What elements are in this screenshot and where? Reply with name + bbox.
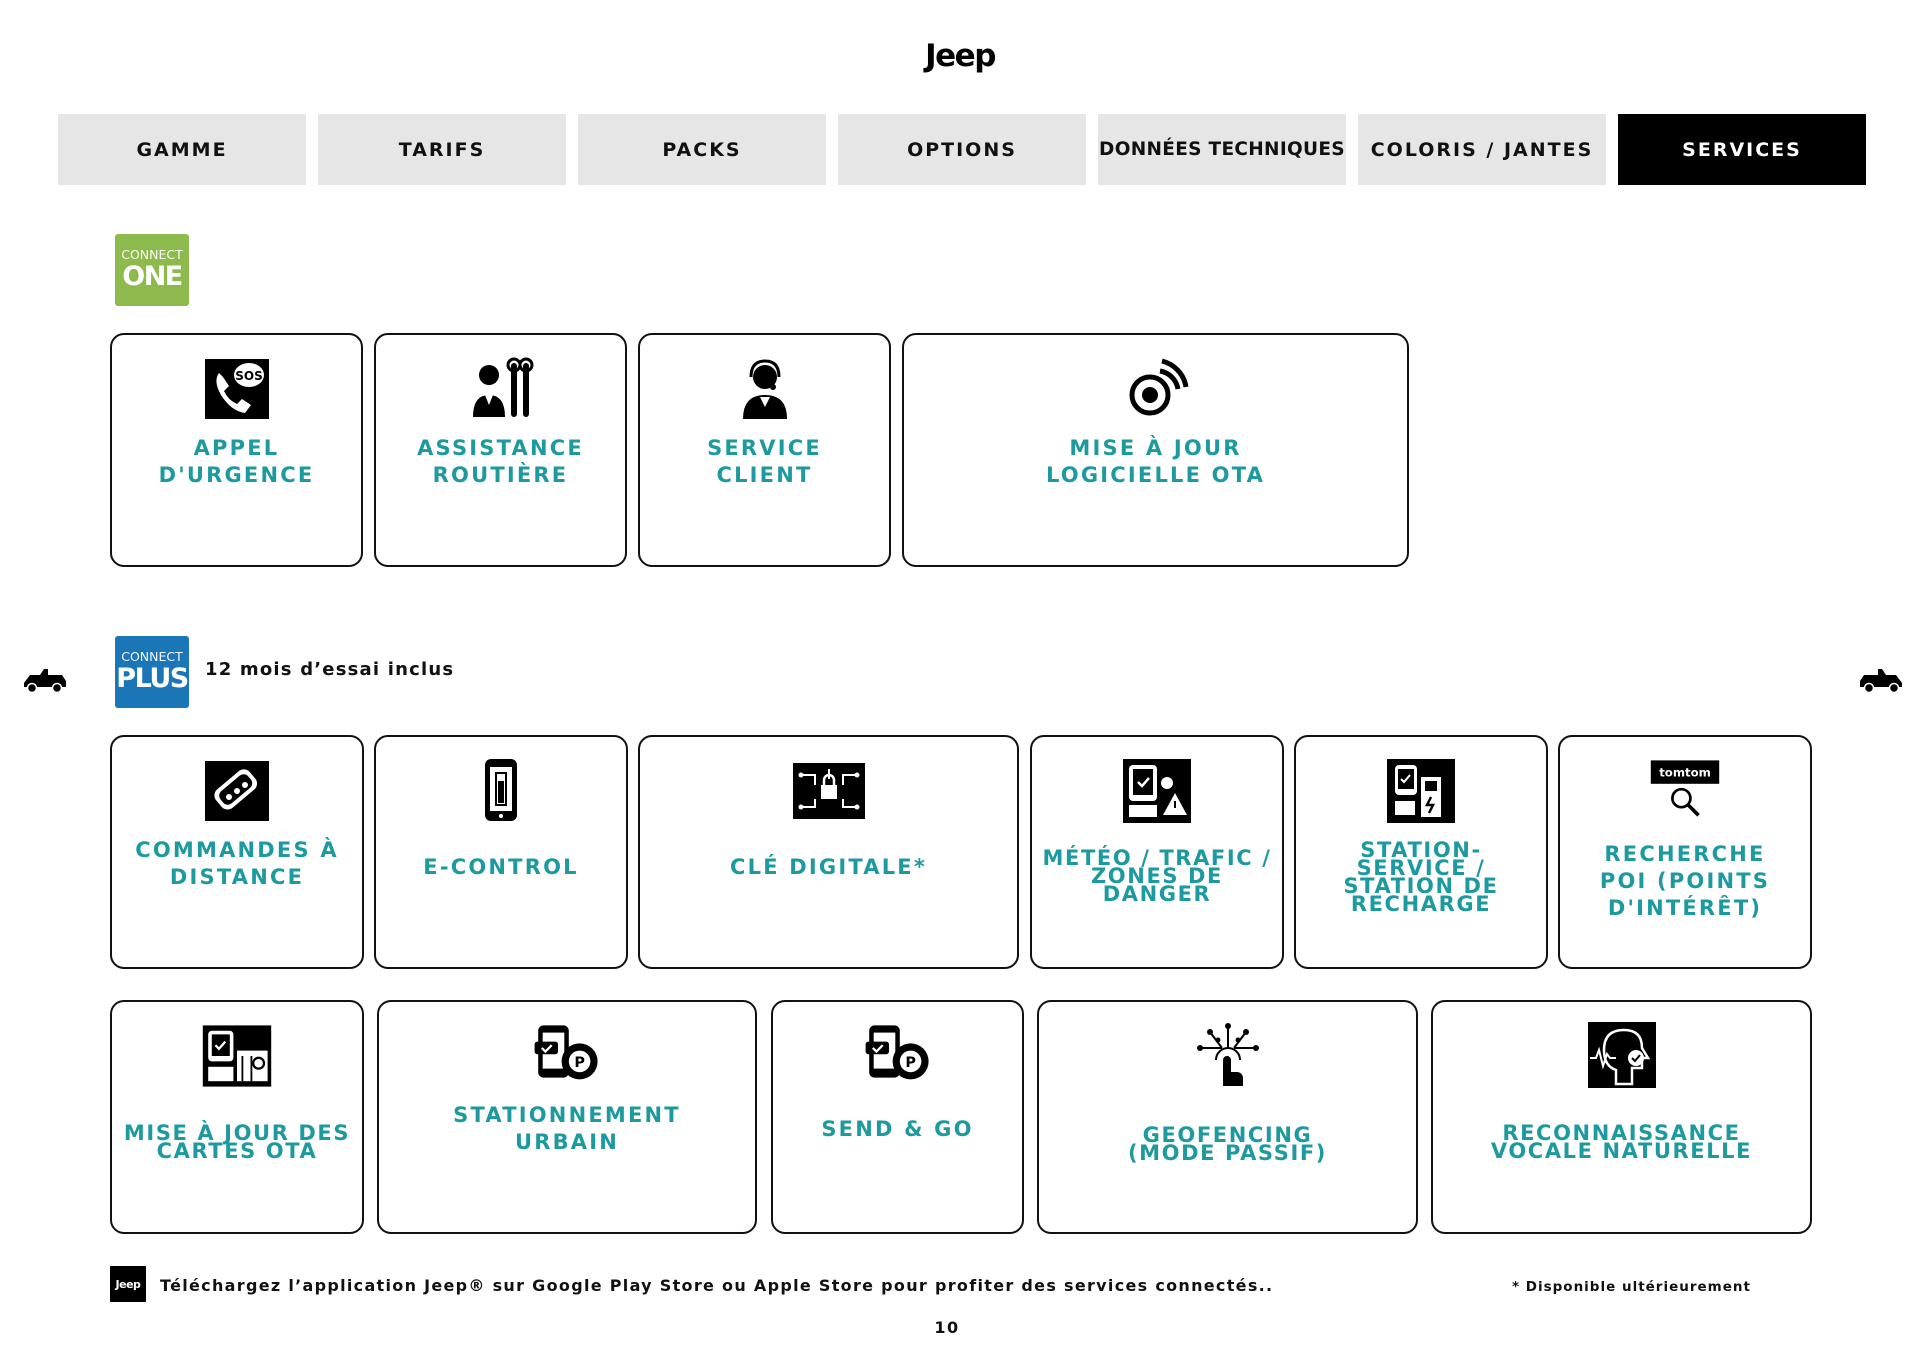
key-fob-icon (201, 755, 273, 827)
service-card-assistance-routiere[interactable] (374, 333, 627, 567)
service-card-reconnaissance-vocale[interactable] (1431, 1000, 1812, 1234)
tomtom-search-icon (1649, 755, 1721, 827)
connect-one-badge (115, 234, 189, 306)
service-label: GEOFENCING (MODE PASSIF) (1127, 1123, 1327, 1165)
fuel-station-icon (1385, 755, 1457, 827)
footnote: * Disponible ultérieurement (1512, 1279, 1751, 1295)
service-label: APPEL D'URGENCE (158, 436, 315, 487)
service-label: MÉTÉO / TRAFIC / ZONES DE DANGER (1042, 846, 1272, 906)
service-card-recherche-poi[interactable] (1558, 735, 1812, 969)
service-label: MISE À JOUR LOGICIELLE OTA (1045, 436, 1266, 487)
svg-text:P: P (904, 1054, 916, 1071)
geofence-touch-icon (1192, 1020, 1264, 1092)
service-label: ASSISTANCE ROUTIÈRE (417, 436, 584, 487)
service-label: RECHERCHE POI (POINTS D'INTÉRÊT) (1599, 842, 1771, 920)
app-download-text: Téléchargez l’application Jeep® sur Google Play Store ou Apple Store pour profiter des services connectés.. (160, 1276, 1274, 1295)
tab-options[interactable]: OPTIONS (838, 114, 1086, 185)
trial-text: 12 mois d’essai inclus (205, 659, 455, 680)
sos-phone-icon (201, 353, 273, 425)
jeep-silhouette-icon (22, 667, 68, 693)
wireless-signal-icon (1120, 353, 1192, 425)
phone-parking-send-icon (862, 1020, 934, 1092)
weather-traffic-icon (1121, 755, 1193, 827)
tab-coloris-jantes[interactable]: COLORIS / JANTES (1358, 114, 1606, 185)
service-label: CLÉ DIGITALE* (730, 854, 927, 879)
badge-small-text: CONNECT (121, 246, 183, 262)
service-label: STATIONNEMENT URBAIN (453, 1103, 681, 1154)
connect-plus-badge (115, 636, 189, 708)
service-card-send-go[interactable] (771, 1000, 1024, 1234)
page-number: 10 (934, 1318, 960, 1337)
voice-recognition-icon (1586, 1020, 1658, 1092)
jeep-silhouette-icon (1858, 667, 1904, 693)
service-label: SERVICE CLIENT (707, 436, 822, 487)
mechanic-tools-icon (465, 353, 537, 425)
service-card-cle-digitale[interactable] (638, 735, 1019, 969)
service-card-meteo-trafic[interactable] (1030, 735, 1284, 969)
badge-small-text: CONNECT (121, 648, 183, 664)
jeep-app-logo: Jeep (110, 1266, 146, 1302)
phone-parking-icon (531, 1020, 603, 1092)
badge-big-text: ONE (122, 260, 182, 292)
headset-agent-icon (729, 353, 801, 425)
badge-big-text: PLUS (116, 662, 188, 694)
service-card-station-service[interactable] (1294, 735, 1548, 969)
service-label: MISE À JOUR DES CARTES OTA (123, 1121, 351, 1163)
service-card-geofencing[interactable] (1037, 1000, 1418, 1234)
service-card-service-client[interactable] (638, 333, 891, 567)
service-card-commandes-distance[interactable] (110, 735, 364, 969)
tab-gamme[interactable]: GAMME (58, 114, 306, 185)
tab-services[interactable]: SERVICES (1618, 114, 1866, 185)
tab-donnees-techniques[interactable]: DONNÉES TECHNIQUES (1098, 114, 1346, 185)
service-label: RECONNAISSANCE VOCALE NATURELLE (1490, 1121, 1753, 1163)
tab-packs[interactable]: PACKS (578, 114, 826, 185)
service-label: COMMANDES À DISTANCE (135, 838, 339, 889)
service-label: SEND & GO (821, 1117, 974, 1141)
svg-text:tomtom: tomtom (1659, 765, 1711, 780)
service-card-appel-urgence[interactable] (110, 333, 363, 567)
map-update-icon (201, 1020, 273, 1092)
tab-tarifs[interactable]: TARIFS (318, 114, 566, 185)
service-card-e-control[interactable] (374, 735, 628, 969)
service-label: E-CONTROL (423, 854, 579, 879)
svg-text:P: P (574, 1054, 585, 1071)
service-card-mise-a-jour-ota[interactable] (902, 333, 1409, 567)
jeep-logo[interactable]: Jeep (925, 38, 995, 74)
service-label: STATION- SERVICE / STATION DE RECHARGE (1343, 838, 1499, 916)
service-card-stationnement-urbain[interactable] (377, 1000, 757, 1234)
service-card-mise-a-jour-cartes[interactable] (110, 1000, 364, 1234)
svg-text:SOS: SOS (234, 369, 263, 383)
